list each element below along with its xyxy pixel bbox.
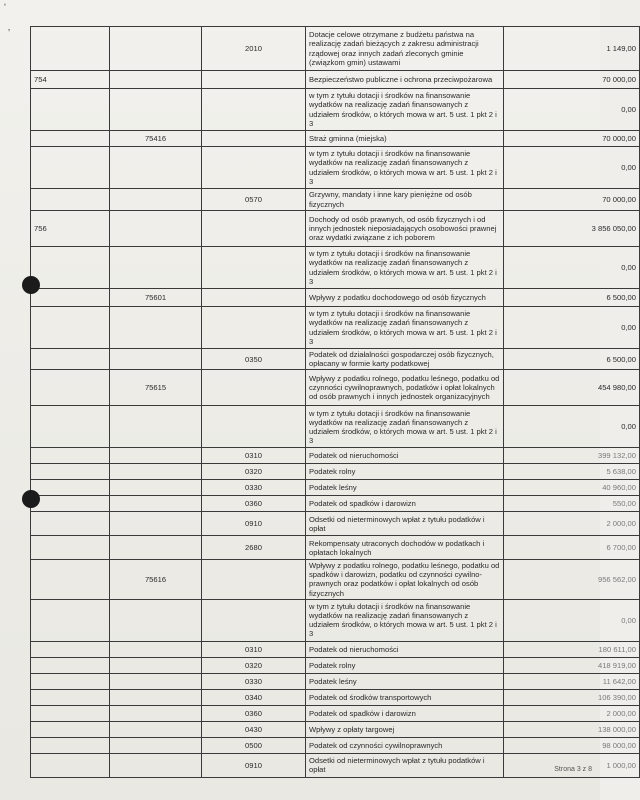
dzial-cell bbox=[31, 737, 110, 753]
dzial-cell bbox=[31, 705, 110, 721]
description-cell: w tym z tytułu dotacji i środków na finansowanie wydatków na realizację zadań finansowanych z udziałem środków, o których mowa w art. 5 ust. 1 pkt 2 i 3 bbox=[306, 147, 504, 189]
description-cell: Odsetki od nieterminowych wpłat z tytułu podatków i opłat bbox=[306, 753, 504, 777]
amount-cell: 5 638,00 bbox=[504, 464, 640, 480]
paragraf-cell: 0310 bbox=[202, 448, 306, 464]
amount-cell: 2 000,00 bbox=[504, 705, 640, 721]
paragraf-cell bbox=[202, 307, 306, 349]
dzial-cell: 756 bbox=[31, 211, 110, 247]
amount-cell: 1 000,00 bbox=[504, 753, 640, 777]
dzial-cell bbox=[31, 27, 110, 71]
amount-cell: 70 000,00 bbox=[504, 189, 640, 211]
table-row bbox=[31, 406, 640, 448]
paragraf-cell: 0320 bbox=[202, 464, 306, 480]
dzial-cell bbox=[31, 189, 110, 211]
dzial-cell bbox=[31, 247, 110, 289]
table-row bbox=[31, 147, 640, 189]
amount-cell: 0,00 bbox=[504, 599, 640, 641]
paragraf-cell: 0340 bbox=[202, 689, 306, 705]
description-cell: Rekompensaty utraconych dochodów w podatkach i opłatach lokalnych bbox=[306, 536, 504, 560]
table-row bbox=[31, 464, 640, 480]
dzial-cell bbox=[31, 512, 110, 536]
amount-cell: 138 000,00 bbox=[504, 721, 640, 737]
dzial-cell bbox=[31, 370, 110, 406]
description-cell: w tym z tytułu dotacji i środków na finansowanie wydatków na realizację zadań finansowanych z udziałem środków, o których mowa w art. 5 ust. 1 pkt 2 i 3 bbox=[306, 247, 504, 289]
rozdzial-cell bbox=[110, 307, 202, 349]
table-row bbox=[31, 211, 640, 247]
rozdzial-cell bbox=[110, 689, 202, 705]
description-cell: Bezpieczeństwo publiczne i ochrona przeciwpożarowa bbox=[306, 71, 504, 89]
paragraf-cell bbox=[202, 289, 306, 307]
paragraf-cell: 0910 bbox=[202, 512, 306, 536]
dzial-cell bbox=[31, 464, 110, 480]
amount-cell: 2 000,00 bbox=[504, 512, 640, 536]
amount-cell: 98 000,00 bbox=[504, 737, 640, 753]
dzial-cell bbox=[31, 307, 110, 349]
rozdzial-cell bbox=[110, 27, 202, 71]
paragraf-cell bbox=[202, 131, 306, 147]
table-row bbox=[31, 560, 640, 599]
rozdzial-cell bbox=[110, 496, 202, 512]
rozdzial-cell bbox=[110, 349, 202, 370]
description-cell: Podatek od spadków i darowizn bbox=[306, 496, 504, 512]
dzial-cell bbox=[31, 448, 110, 464]
rozdzial-cell bbox=[110, 721, 202, 737]
amount-cell: 0,00 bbox=[504, 147, 640, 189]
description-cell: Podatek od nieruchomości bbox=[306, 641, 504, 657]
description-cell: w tym z tytułu dotacji i środków na finansowanie wydatków na realizację zadań finansowanych z udziałem środków, o których mowa w art. 5 ust. 1 pkt 2 i 3 bbox=[306, 599, 504, 641]
paragraf-cell: 2680 bbox=[202, 536, 306, 560]
table-row bbox=[31, 512, 640, 536]
table-row bbox=[31, 641, 640, 657]
rozdzial-cell bbox=[110, 753, 202, 777]
dzial-cell bbox=[31, 289, 110, 307]
table-row bbox=[31, 753, 640, 777]
description-cell: Wpływy z opłaty targowej bbox=[306, 721, 504, 737]
table-row bbox=[31, 705, 640, 721]
rozdzial-cell bbox=[110, 406, 202, 448]
table-row bbox=[31, 536, 640, 560]
table-row bbox=[31, 448, 640, 464]
description-cell: Podatek rolny bbox=[306, 657, 504, 673]
rozdzial-cell bbox=[110, 247, 202, 289]
amount-cell: 3 856 050,00 bbox=[504, 211, 640, 247]
description-cell: Straż gminna (miejska) bbox=[306, 131, 504, 147]
amount-cell: 6 500,00 bbox=[504, 349, 640, 370]
description-cell: Podatek rolny bbox=[306, 464, 504, 480]
amount-cell: 0,00 bbox=[504, 89, 640, 131]
rozdzial-cell bbox=[110, 189, 202, 211]
table-row bbox=[31, 349, 640, 370]
rozdzial-cell bbox=[110, 211, 202, 247]
table-row bbox=[31, 307, 640, 349]
rozdzial-cell bbox=[110, 448, 202, 464]
description-cell: Podatek od spadków i darowizn bbox=[306, 705, 504, 721]
amount-cell: 956 562,00 bbox=[504, 560, 640, 599]
dzial-cell bbox=[31, 657, 110, 673]
rozdzial-cell bbox=[110, 89, 202, 131]
table-row bbox=[31, 496, 640, 512]
table-row bbox=[31, 737, 640, 753]
paragraf-cell: 0500 bbox=[202, 737, 306, 753]
rozdzial-cell: 75601 bbox=[110, 289, 202, 307]
punch-hole-icon bbox=[22, 490, 40, 508]
rozdzial-cell bbox=[110, 737, 202, 753]
table-row bbox=[31, 247, 640, 289]
paragraf-cell: 0320 bbox=[202, 657, 306, 673]
paragraf-cell bbox=[202, 71, 306, 89]
table-row bbox=[31, 657, 640, 673]
amount-cell: 0,00 bbox=[504, 247, 640, 289]
paragraf-cell: 0310 bbox=[202, 641, 306, 657]
paragraf-cell: 0570 bbox=[202, 189, 306, 211]
description-cell: Podatek od środków transportowych bbox=[306, 689, 504, 705]
scan-mark-icon: ‘ bbox=[4, 2, 6, 12]
description-cell: Grzywny, mandaty i inne kary pieniężne od osób fizycznych bbox=[306, 189, 504, 211]
amount-cell: 6 700,00 bbox=[504, 536, 640, 560]
description-cell: Dotacje celowe otrzymane z budżetu państwa na realizację zadań bieżących z zakresu administracji rządowej oraz innych zadań zleconych gminie (związkom gmin) ustawami bbox=[306, 27, 504, 71]
dzial-cell bbox=[31, 131, 110, 147]
dzial-cell bbox=[31, 599, 110, 641]
rozdzial-cell bbox=[110, 464, 202, 480]
table-row bbox=[31, 721, 640, 737]
amount-cell: 6 500,00 bbox=[504, 289, 640, 307]
rozdzial-cell bbox=[110, 599, 202, 641]
paragraf-cell: 0360 bbox=[202, 496, 306, 512]
rozdzial-cell: 75615 bbox=[110, 370, 202, 406]
rozdzial-cell bbox=[110, 657, 202, 673]
rozdzial-cell: 75616 bbox=[110, 560, 202, 599]
rozdzial-cell bbox=[110, 147, 202, 189]
amount-cell: 0,00 bbox=[504, 307, 640, 349]
dzial-cell bbox=[31, 673, 110, 689]
dzial-cell bbox=[31, 406, 110, 448]
dzial-cell bbox=[31, 641, 110, 657]
punch-hole-icon bbox=[22, 276, 40, 294]
description-cell: Wpływy z podatku rolnego, podatku leśnego, podatku od czynności cywilnoprawnych, podatków i opłat lokalnych od osób prawnych i innych jednostek organizacyjnych bbox=[306, 370, 504, 406]
table-row bbox=[31, 289, 640, 307]
amount-cell: 70 000,00 bbox=[504, 71, 640, 89]
scan-mark-icon: ‚ bbox=[8, 22, 10, 32]
dzial-cell bbox=[31, 753, 110, 777]
dzial-cell bbox=[31, 496, 110, 512]
table-row bbox=[31, 89, 640, 131]
dzial-cell bbox=[31, 147, 110, 189]
description-cell: Podatek leśny bbox=[306, 480, 504, 496]
paragraf-cell bbox=[202, 211, 306, 247]
amount-cell: 70 000,00 bbox=[504, 131, 640, 147]
paragraf-cell bbox=[202, 599, 306, 641]
rozdzial-cell bbox=[110, 705, 202, 721]
dzial-cell bbox=[31, 480, 110, 496]
table-row bbox=[31, 599, 640, 641]
description-cell: Podatek od czynności cywilnoprawnych bbox=[306, 737, 504, 753]
description-cell: w tym z tytułu dotacji i środków na finansowanie wydatków na realizację zadań finansowanych z udziałem środków, o których mowa w art. 5 ust. 1 pkt 2 i 3 bbox=[306, 89, 504, 131]
amount-cell: 418 919,00 bbox=[504, 657, 640, 673]
description-cell: Wpływy z podatku rolnego, podatku leśnego, podatku od spadków i darowizn, podatku od czynności cywilno-prawnych oraz podatków i opłat lokalnych od osób fizycznych bbox=[306, 560, 504, 599]
paragraf-cell: 0330 bbox=[202, 480, 306, 496]
description-cell: Wpływy z podatku dochodowego od osób fizycznych bbox=[306, 289, 504, 307]
table-row bbox=[31, 71, 640, 89]
paragraf-cell: 0330 bbox=[202, 673, 306, 689]
paragraf-cell bbox=[202, 147, 306, 189]
paragraf-cell: 0360 bbox=[202, 705, 306, 721]
budget-table bbox=[30, 26, 640, 778]
paragraf-cell: 0910 bbox=[202, 753, 306, 777]
description-cell: Dochody od osób prawnych, od osób fizycznych i od innych jednostek nieposiadających osobowości prawnej oraz wydatki związane z ich poborem bbox=[306, 211, 504, 247]
paragraf-cell bbox=[202, 560, 306, 599]
amount-cell: 399 132,00 bbox=[504, 448, 640, 464]
rozdzial-cell bbox=[110, 71, 202, 89]
paragraf-cell: 0350 bbox=[202, 349, 306, 370]
dzial-cell bbox=[31, 349, 110, 370]
paragraf-cell: 0430 bbox=[202, 721, 306, 737]
page-number: Strona 3 z 8 bbox=[554, 766, 592, 773]
paragraf-cell bbox=[202, 89, 306, 131]
rozdzial-cell: 75416 bbox=[110, 131, 202, 147]
rozdzial-cell bbox=[110, 480, 202, 496]
rozdzial-cell bbox=[110, 512, 202, 536]
description-cell: w tym z tytułu dotacji i środków na finansowanie wydatków na realizację zadań finansowanych z udziałem środków, o których mowa w art. 5 ust. 1 pkt 2 i 3 bbox=[306, 406, 504, 448]
amount-cell: 106 390,00 bbox=[504, 689, 640, 705]
amount-cell: 1 149,00 bbox=[504, 27, 640, 71]
paragraf-cell bbox=[202, 370, 306, 406]
dzial-cell: 754 bbox=[31, 71, 110, 89]
amount-cell: 0,00 bbox=[504, 406, 640, 448]
table-row bbox=[31, 189, 640, 211]
description-cell: Odsetki od nieterminowych wpłat z tytułu podatków i opłat bbox=[306, 512, 504, 536]
rozdzial-cell bbox=[110, 673, 202, 689]
description-cell: Podatek leśny bbox=[306, 673, 504, 689]
table-row bbox=[31, 480, 640, 496]
dzial-cell bbox=[31, 536, 110, 560]
dzial-cell bbox=[31, 89, 110, 131]
table-row bbox=[31, 131, 640, 147]
dzial-cell bbox=[31, 560, 110, 599]
description-cell: Podatek od działalności gospodarczej osób fizycznych, opłacany w formie karty podatkowej bbox=[306, 349, 504, 370]
amount-cell: 180 611,00 bbox=[504, 641, 640, 657]
table-row bbox=[31, 673, 640, 689]
amount-cell: 454 980,00 bbox=[504, 370, 640, 406]
amount-cell: 40 960,00 bbox=[504, 480, 640, 496]
table-row bbox=[31, 370, 640, 406]
description-cell: w tym z tytułu dotacji i środków na finansowanie wydatków na realizację zadań finansowanych z udziałem środków, o których mowa w art. 5 ust. 1 pkt 2 i 3 bbox=[306, 307, 504, 349]
dzial-cell bbox=[31, 721, 110, 737]
rozdzial-cell bbox=[110, 641, 202, 657]
description-cell: Podatek od nieruchomości bbox=[306, 448, 504, 464]
rozdzial-cell bbox=[110, 536, 202, 560]
table-row bbox=[31, 689, 640, 705]
table-row bbox=[31, 27, 640, 71]
paragraf-cell bbox=[202, 247, 306, 289]
paragraf-cell: 2010 bbox=[202, 27, 306, 71]
amount-cell: 11 642,00 bbox=[504, 673, 640, 689]
amount-cell: 550,00 bbox=[504, 496, 640, 512]
dzial-cell bbox=[31, 689, 110, 705]
paragraf-cell bbox=[202, 406, 306, 448]
